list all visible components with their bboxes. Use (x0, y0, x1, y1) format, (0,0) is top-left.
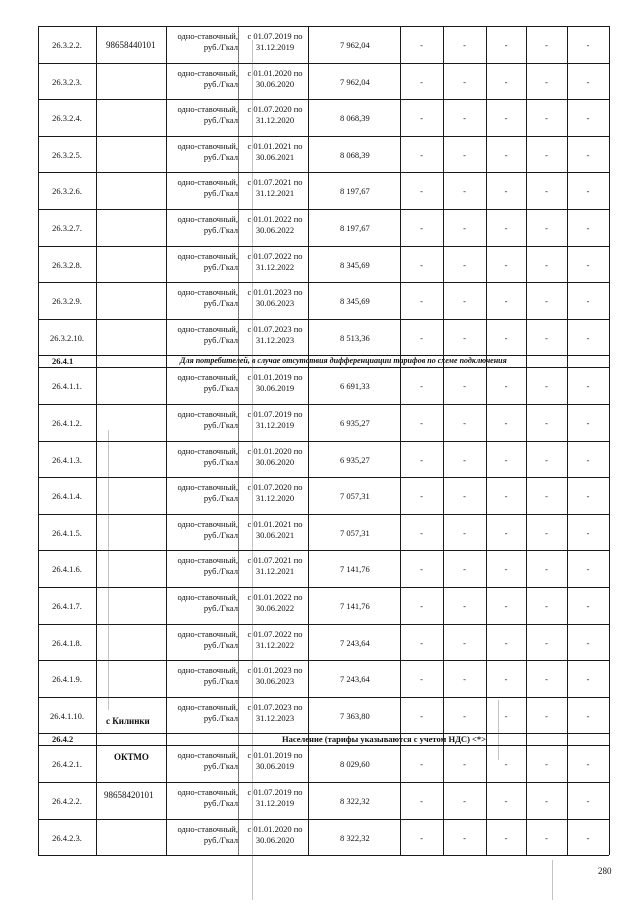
period-start: с 01.01.2021 по (247, 518, 303, 529)
tariff-value: 7 141,76 (340, 564, 370, 575)
period-start: с 01.07.2023 по (247, 323, 303, 334)
tariff-value: 8 029,60 (340, 759, 370, 770)
tariff-value: 7 243,64 (340, 674, 370, 685)
row-code: 26.4.1.9. (52, 674, 82, 685)
empty-cell-dash: - (586, 76, 590, 87)
section-divider (38, 367, 609, 368)
empty-cell-dash: - (420, 759, 423, 770)
tariff-value: 7 057,31 (340, 491, 370, 502)
empty-cell-dash: - (504, 564, 508, 575)
rate-unit-label: руб./Гкал (203, 188, 238, 199)
row-code: 26.3.2.3. (52, 76, 82, 87)
empty-cell-dash: - (463, 76, 466, 87)
empty-cell-dash: - (504, 296, 508, 307)
empty-cell-dash: - (463, 454, 466, 465)
row-a-oktmo-code: 98658440101 (106, 40, 156, 50)
empty-cell-dash: - (463, 674, 466, 685)
empty-cell-dash: - (420, 40, 423, 50)
empty-cell-dash: - (463, 332, 466, 343)
row-code: 26.4.1.8. (52, 637, 82, 648)
row-divider (38, 319, 609, 320)
row-divider (38, 477, 609, 478)
rate-type-label: одно-ставочный, (177, 140, 238, 151)
empty-cell-dash: - (586, 527, 590, 538)
empty-cell-dash: - (545, 674, 548, 685)
tariff-value: 7 243,64 (340, 637, 370, 648)
empty-cell-dash: - (545, 149, 548, 160)
empty-cell-dash: - (504, 601, 508, 611)
scan-artifact (498, 700, 499, 760)
row-divider (38, 587, 609, 588)
empty-cell-dash: - (586, 332, 590, 343)
rate-type-label: одно-ставочный, (177, 787, 238, 797)
rate-unit-label: руб./Гкал (203, 115, 238, 126)
tariff-value: 8 345,69 (340, 296, 370, 307)
empty-cell-dash: - (545, 332, 548, 343)
tariff-value: 8 322,32 (340, 796, 370, 806)
rate-type-label: одно-ставочный, (177, 67, 238, 78)
row-code: 26.4.2.2. (52, 796, 82, 806)
row-divider (38, 136, 609, 137)
tariff-value: 6 935,27 (340, 454, 370, 465)
row-code: 26.3.2.9. (52, 296, 82, 307)
period-end: 31.12.2019 (255, 42, 295, 52)
empty-cell-dash: - (586, 491, 590, 502)
empty-cell-dash: - (504, 832, 508, 843)
empty-cell-dash: - (463, 113, 466, 124)
tariff-value: 8 345,69 (340, 259, 370, 270)
empty-cell-dash: - (420, 601, 423, 611)
tariff-value: 7 141,76 (340, 601, 370, 611)
rate-type-label: одно-ставочный, (177, 701, 238, 712)
row-divider (38, 819, 609, 820)
rate-unit-label: руб./Гкал (203, 298, 238, 309)
empty-cell-dash: - (463, 418, 466, 428)
empty-cell-dash: - (545, 796, 548, 806)
rate-type-label: одно-ставочный, (177, 372, 238, 383)
empty-cell-dash: - (504, 491, 508, 502)
table-top-border (38, 26, 609, 27)
row-code: 26.4.1.4. (52, 491, 82, 502)
rate-unit-label: руб./Гкал (203, 151, 238, 162)
period-end: 30.06.2019 (255, 761, 295, 772)
empty-cell-dash: - (420, 259, 423, 270)
rate-unit-label: руб./Гкал (203, 798, 238, 808)
tariff-value: 6 935,27 (340, 418, 370, 428)
rate-type-label: одно-ставочный, (177, 214, 238, 224)
section-code: 26.4.1 (52, 356, 74, 367)
period-end: 31.12.2023 (255, 712, 295, 723)
rate-unit-label: руб./Гкал (203, 383, 238, 394)
empty-cell-dash: - (420, 113, 423, 124)
empty-cell-dash: - (420, 674, 423, 685)
empty-cell-dash: - (504, 259, 508, 270)
column-divider (166, 26, 167, 855)
row-divider (38, 282, 609, 283)
rate-unit-label: руб./Гкал (203, 225, 238, 235)
period-start: с 01.07.2023 по (247, 701, 303, 712)
empty-cell-dash: - (545, 491, 548, 502)
period-start: с 01.01.2019 по (247, 750, 303, 761)
empty-cell-dash: - (463, 186, 466, 197)
empty-cell-dash: - (586, 259, 590, 270)
empty-cell-dash: - (463, 527, 466, 538)
empty-cell-dash: - (463, 710, 466, 721)
column-divider (400, 26, 401, 855)
period-start: с 01.07.2019 по (247, 409, 303, 419)
rate-unit-label: руб./Гкал (203, 834, 238, 845)
empty-cell-dash: - (504, 76, 508, 87)
period-end: 30.06.2023 (255, 298, 295, 309)
page-number: 280 (598, 866, 612, 876)
rate-type-label: одно-ставочный, (177, 592, 238, 602)
empty-cell-dash: - (420, 637, 423, 648)
period-start: с 01.07.2022 по (247, 250, 303, 261)
empty-cell-dash: - (586, 637, 590, 648)
empty-cell-dash: - (504, 40, 508, 50)
empty-cell-dash: - (463, 759, 466, 770)
rate-unit-label: руб./Гкал (203, 566, 238, 577)
empty-cell-dash: - (463, 296, 466, 307)
row-code: 26.4.1.6. (52, 564, 82, 575)
period-start: с 01.07.2020 по (247, 104, 303, 115)
row-divider (38, 63, 609, 64)
period-start: с 01.01.2023 по (247, 287, 303, 298)
empty-cell-dash: - (504, 149, 508, 160)
scan-artifact (252, 40, 253, 900)
empty-cell-dash: - (586, 40, 590, 50)
empty-cell-dash: - (504, 381, 508, 392)
empty-cell-dash: - (420, 454, 423, 465)
empty-cell-dash: - (545, 527, 548, 538)
rate-unit-label: руб./Гкал (203, 42, 238, 52)
column-divider (443, 26, 444, 855)
period-start: с 01.07.2020 по (247, 482, 303, 493)
scan-artifact (552, 860, 553, 900)
empty-cell-dash: - (420, 527, 423, 538)
row-code: 26.3.2.2. (52, 40, 82, 50)
section-divider (38, 745, 609, 746)
period-end: 30.06.2021 (255, 151, 295, 162)
row-code: 26.4.1.5. (52, 527, 82, 538)
empty-cell-dash: - (504, 710, 508, 721)
empty-cell-dash: - (463, 491, 466, 502)
tariff-value: 8 513,36 (340, 332, 370, 343)
empty-cell-dash: - (586, 454, 590, 465)
tariff-value: 6 691,33 (340, 381, 370, 392)
empty-cell-dash: - (545, 381, 548, 392)
row-divider (38, 246, 609, 247)
empty-cell-dash: - (504, 527, 508, 538)
empty-cell-dash: - (463, 564, 466, 575)
period-start: с 01.01.2020 по (247, 823, 303, 834)
empty-cell-dash: - (545, 76, 548, 87)
period-end: 30.06.2021 (255, 529, 295, 540)
rate-unit-label: руб./Гкал (203, 529, 238, 540)
row-divider (38, 697, 609, 698)
period-start: с 01.01.2019 по (247, 372, 303, 383)
empty-cell-dash: - (586, 710, 590, 721)
period-start: с 01.01.2020 по (247, 67, 303, 78)
empty-cell-dash: - (504, 796, 508, 806)
empty-cell-dash: - (420, 796, 423, 806)
period-end: 30.06.2020 (255, 456, 295, 467)
tariff-value: 8 068,39 (340, 149, 370, 160)
empty-cell-dash: - (504, 674, 508, 685)
column-divider (238, 26, 239, 855)
rate-type-label: одно-ставочный, (177, 250, 238, 261)
empty-cell-dash: - (586, 674, 590, 685)
empty-cell-dash: - (545, 296, 548, 307)
rate-type-label: одно-ставочный, (177, 409, 238, 419)
column-divider (526, 26, 527, 855)
rate-unit-label: руб./Гкал (203, 761, 238, 772)
rate-unit-label: руб./Гкал (203, 261, 238, 272)
tariff-value: 7 962,04 (340, 76, 370, 87)
rate-unit-label: руб./Гкал (203, 420, 238, 430)
empty-cell-dash: - (420, 186, 423, 197)
row-code: 26.4.2.3. (52, 832, 82, 843)
row-code: 26.3.2.5. (52, 149, 82, 160)
empty-cell-dash: - (504, 186, 508, 197)
empty-cell-dash: - (420, 332, 423, 343)
rate-type-label: одно-ставочный, (177, 518, 238, 529)
empty-cell-dash: - (420, 491, 423, 502)
tariff-value: 7 962,04 (340, 40, 370, 50)
empty-cell-dash: - (545, 601, 548, 611)
empty-cell-dash: - (463, 796, 466, 806)
rate-type-label: одно-ставочный, (177, 750, 238, 761)
empty-cell-dash: - (586, 113, 590, 124)
empty-cell-dash: - (504, 113, 508, 124)
row-divider (38, 660, 609, 661)
empty-cell-dash: - (545, 454, 548, 465)
period-end: 31.12.2020 (255, 493, 295, 504)
rate-type-label: одно-ставочный, (177, 482, 238, 493)
empty-cell-dash: - (504, 418, 508, 428)
row-divider (38, 172, 609, 173)
tariff-value: 8 068,39 (340, 113, 370, 124)
empty-cell-dash: - (545, 259, 548, 270)
row-code: 26.4.2.1. (52, 759, 82, 770)
rate-unit-label: руб./Гкал (203, 712, 238, 723)
row-divider (38, 550, 609, 551)
row-code: 26.3.2.10. (50, 332, 84, 343)
row-code: 26.3.2.4. (52, 113, 82, 124)
rate-type-label: одно-ставочный, (177, 555, 238, 566)
row-code: 26.4.1.2. (52, 418, 82, 428)
empty-cell-dash: - (545, 223, 548, 233)
empty-cell-dash: - (463, 40, 466, 50)
empty-cell-dash: - (586, 296, 590, 307)
rate-unit-label: руб./Гкал (203, 639, 238, 650)
empty-cell-dash: - (586, 418, 590, 428)
empty-cell-dash: - (504, 332, 508, 343)
empty-cell-dash: - (420, 149, 423, 160)
row-code: 26.3.2.8. (52, 259, 82, 270)
period-start: с 01.07.2022 по (247, 628, 303, 639)
rate-unit-label: руб./Гкал (203, 78, 238, 89)
empty-cell-dash: - (463, 637, 466, 648)
row-code: 26.4.1.7. (52, 601, 82, 611)
period-end: 31.12.2021 (255, 566, 295, 577)
period-start: с 01.07.2019 по (247, 31, 303, 41)
empty-cell-dash: - (586, 796, 590, 806)
column-divider (486, 26, 487, 855)
rate-unit-label: руб./Гкал (203, 456, 238, 467)
period-start: с 01.01.2022 по (247, 592, 303, 602)
empty-cell-dash: - (586, 601, 590, 611)
rate-unit-label: руб./Гкал (203, 493, 238, 504)
empty-cell-dash: - (420, 76, 423, 87)
empty-cell-dash: - (545, 418, 548, 428)
empty-cell-dash: - (586, 186, 590, 197)
section-code: 26.4.2 (52, 734, 74, 745)
row-divider (38, 855, 609, 856)
empty-cell-dash: - (545, 710, 548, 721)
row-code: 26.4.1.3. (52, 454, 82, 465)
period-start: с 01.07.2021 по (247, 555, 303, 566)
empty-cell-dash: - (586, 832, 590, 843)
empty-cell-dash: - (545, 40, 548, 50)
empty-cell-dash: - (463, 149, 466, 160)
empty-cell-dash: - (420, 223, 423, 233)
empty-cell-dash: - (420, 832, 423, 843)
section-title: Для потребителей, в случае отсутствия дифференциации тарифов по схеме подключения (180, 356, 507, 366)
period-start: с 01.01.2022 по (247, 214, 303, 224)
period-end: 30.06.2020 (255, 834, 295, 845)
empty-cell-dash: - (586, 564, 590, 575)
period-end: 30.06.2022 (255, 603, 295, 613)
period-end: 31.12.2022 (255, 639, 295, 650)
empty-cell-dash: - (504, 223, 508, 233)
empty-cell-dash: - (420, 418, 423, 428)
row-divider (38, 441, 609, 442)
row-divider (38, 514, 609, 515)
rate-type-label: одно-ставочный, (177, 177, 238, 188)
row-divider (38, 404, 609, 405)
period-end: 30.06.2019 (255, 383, 295, 394)
row-divider (38, 624, 609, 625)
empty-cell-dash: - (420, 710, 423, 721)
empty-cell-dash: - (504, 637, 508, 648)
period-start: с 01.07.2019 по (247, 787, 303, 797)
rate-type-label: одно-ставочный, (177, 823, 238, 834)
row-divider (38, 782, 609, 783)
period-end: 30.06.2022 (255, 225, 295, 235)
oktmo-label: ОКТМО (114, 752, 149, 762)
rate-type-label: одно-ставочный, (177, 628, 238, 639)
tariff-value: 7 363,80 (340, 710, 370, 721)
empty-cell-dash: - (463, 832, 466, 843)
empty-cell-dash: - (420, 296, 423, 307)
rate-unit-label: руб./Гкал (203, 676, 238, 687)
rate-unit-label: руб./Гкал (203, 603, 238, 613)
period-start: с 01.01.2021 по (247, 140, 303, 151)
empty-cell-dash: - (420, 564, 423, 575)
empty-cell-dash: - (545, 113, 548, 124)
row-divider (38, 209, 609, 210)
empty-cell-dash: - (586, 223, 590, 233)
period-end: 31.12.2019 (255, 798, 295, 808)
empty-cell-dash: - (463, 259, 466, 270)
rate-unit-label: руб./Гкал (203, 334, 238, 345)
empty-cell-dash: - (504, 759, 508, 770)
rate-type-label: одно-ставочный, (177, 445, 238, 456)
tariff-value: 8 197,67 (340, 186, 370, 197)
column-divider (96, 26, 97, 855)
period-start: с 01.01.2020 по (247, 445, 303, 456)
row-code: 26.3.2.6. (52, 186, 82, 197)
empty-cell-dash: - (545, 637, 548, 648)
scan-artifact (108, 430, 109, 710)
period-end: 31.12.2019 (255, 420, 295, 430)
rate-type-label: одно-ставочный, (177, 665, 238, 676)
rate-type-label: одно-ставочный, (177, 104, 238, 115)
column-divider (609, 26, 610, 855)
empty-cell-dash: - (504, 454, 508, 465)
empty-cell-dash: - (463, 601, 466, 611)
empty-cell-dash: - (586, 381, 590, 392)
period-end: 30.06.2020 (255, 78, 295, 89)
empty-cell-dash: - (586, 759, 590, 770)
tariff-value: 8 322,32 (340, 832, 370, 843)
empty-cell-dash: - (545, 759, 548, 770)
oktmo-code-label: 98658420101 (104, 790, 154, 800)
period-start: с 01.01.2023 по (247, 665, 303, 676)
empty-cell-dash: - (545, 832, 548, 843)
tariff-value: 7 057,31 (340, 527, 370, 538)
empty-cell-dash: - (545, 186, 548, 197)
period-start: с 01.07.2021 по (247, 177, 303, 188)
period-end: 30.06.2023 (255, 676, 295, 687)
period-end: 31.12.2023 (255, 334, 295, 345)
row-code: 26.4.1.1. (52, 381, 82, 392)
row-code: 26.3.2.7. (52, 223, 82, 233)
tariff-value: 8 197,67 (340, 223, 370, 233)
row-divider (38, 99, 609, 100)
rate-type-label: одно-ставочный, (177, 287, 238, 298)
section-title: Население (тарифы указываются с учетом НДС) <*> (282, 734, 486, 745)
empty-cell-dash: - (463, 223, 466, 233)
rate-type-label: одно-ставочный, (177, 323, 238, 334)
period-end: 31.12.2022 (255, 261, 295, 272)
empty-cell-dash: - (545, 564, 548, 575)
period-end: 31.12.2020 (255, 115, 295, 126)
rate-type-label: одно-ставочный, (177, 31, 238, 41)
settlement-label: с Килинки (106, 716, 150, 726)
empty-cell-dash: - (420, 381, 423, 392)
column-divider (567, 26, 568, 855)
period-end: 31.12.2021 (255, 188, 295, 199)
empty-cell-dash: - (586, 149, 590, 160)
row-code: 26.4.1.10. (50, 710, 84, 721)
empty-cell-dash: - (463, 381, 466, 392)
